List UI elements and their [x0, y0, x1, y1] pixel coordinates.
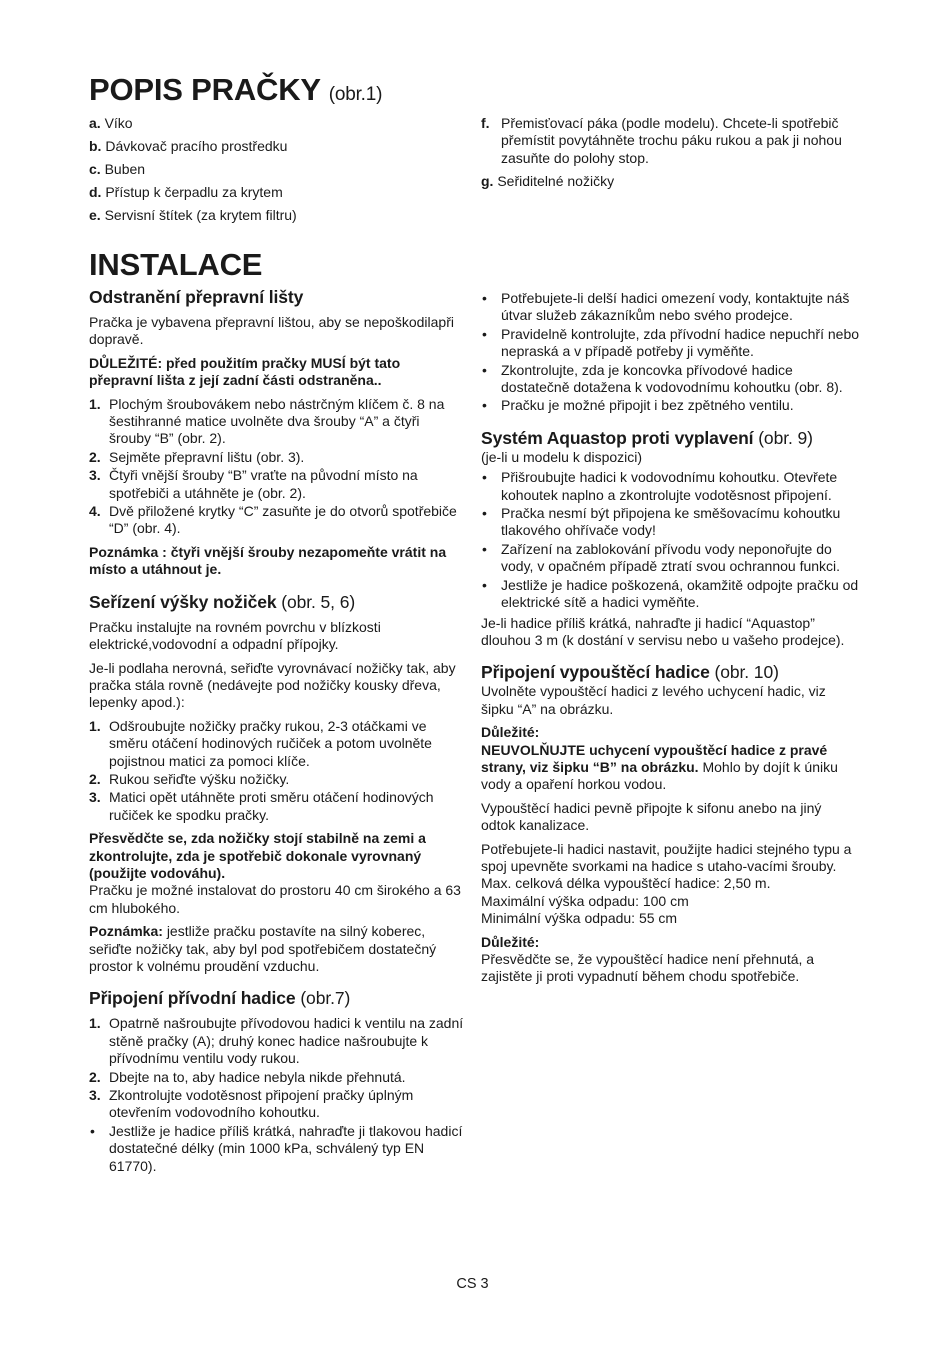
inlet-heading-ref: (obr.7) [300, 988, 351, 1009]
list-item: • Pračka nesmí být připojena ke směšovacímu kohoutku tlakového ohřívače vody! [481, 505, 859, 540]
item-text: Víko [104, 115, 133, 131]
item-text: Dávkovač pracího prostředku [105, 138, 288, 154]
step-number: 3. [89, 467, 101, 484]
list-item: • Zařízení na zablokování přívodu vody neponořujte do vody, v opačném případě ztratí svou ochrannou funkci. [481, 541, 859, 576]
list-item [481, 173, 859, 190]
list-item [89, 1069, 465, 1086]
feet-note-label: Poznámka: [89, 923, 163, 940]
step-text: Zkontrolujte vodotěsnost připojení pračky úplným otevřením vodovodního kohoutku. [109, 1087, 414, 1121]
drain-heading-ref: (obr. 10) [714, 662, 779, 683]
drain-important2-label: Důležité: [481, 933, 540, 950]
step-text: Odšroubujte nožičky pračky rukou, 2-3 otáčkami ve směru otáčení hodinových ručiček a potom uvolněte pojistnou matici za pomoci klíče. [109, 717, 432, 769]
aquastop-sub: (je-li u modelu k dispozici) [481, 448, 643, 465]
step-number: 2. [89, 448, 101, 465]
drain-p1: Uvolněte vypouštěcí hadici z levého uchycení hadic, viz šipku “A” na obrázku. [481, 683, 826, 717]
feet-steps [89, 718, 465, 824]
step-number: 4. [89, 503, 101, 520]
item-key: d. [89, 184, 102, 200]
step-text: Rukou seřiďte výšku nožičky. [109, 770, 290, 787]
item-text: Buben [104, 161, 146, 177]
list-item [89, 503, 465, 538]
list-item [89, 449, 465, 466]
right-column [481, 290, 859, 992]
drain-p3: Potřebujete-li hadici nastavit, použijte hadici stejného typu a spoj upevněte svorkami na hadice s utaho-vacími šrouby. [481, 840, 852, 874]
transport-steps [89, 396, 465, 538]
feet-note-text: jestliže pračku postavíte na silný koberec, seřiďte nožičky tak, aby byl pod spotřebičem dostatečný prostor k volnému proudění vzduchu. [89, 923, 437, 974]
list-item [89, 467, 465, 502]
list-item: • Přišroubujte hadici k vodovodnímu kohoutku. Otevřete kohoutek naplno a zkontrolujte vodotěsnost připojení. [481, 469, 859, 504]
transport-heading: Odstranění přepravní lišty [89, 287, 304, 307]
feet-heading-ref: (obr. 5, 6) [281, 591, 356, 612]
step-text: Matici opět utáhněte proti směru otáčení hodinových ručiček ke spodku pračky. [109, 789, 434, 823]
item-text: Přístup k čerpadlu za krytem [105, 184, 283, 200]
drain-heading-text: Připojení vypouštěcí hadice [481, 662, 710, 683]
list-item [89, 161, 469, 178]
feet-bold-note: Přesvědčte se, zda nožičky stojí stabilně na zemi a zkontrolujte, zda je spotřebič dokonale vyrovnaný (použijte vodováhu). [89, 830, 426, 881]
popis-list-left [89, 115, 469, 230]
item-key: g. [481, 173, 494, 190]
drain-heading [481, 661, 859, 683]
inlet-heading [89, 987, 465, 1009]
aquastop-bullets [481, 469, 859, 611]
list-item: • Pračku je možné připojit i bez zpětného ventilu. [481, 397, 859, 414]
drain-important1-text: Mohlo by dojít k úniku vody a opaření horkou vodou. [481, 758, 838, 793]
list-item [89, 1015, 465, 1067]
drain-p2: Vypouštěcí hadici pevně připojte k sifonu anebo na jiný odtok kanalizace. [481, 799, 822, 834]
drain-important1 [481, 742, 859, 794]
drain-important1-label: Důležité: [481, 724, 540, 741]
list-item [89, 207, 469, 224]
list-item [481, 115, 859, 167]
item-key: e. [89, 207, 101, 223]
step-number: 1. [89, 1015, 101, 1032]
step-number: 2. [89, 770, 101, 787]
drain-max-height: Maximální výška odpadu: 100 cm [481, 892, 689, 909]
step-number: 3. [89, 789, 101, 806]
item-text: Seřiditelné nožičky [497, 173, 615, 190]
feet-p2: Je-li podlaha nerovná, seřiďte vyrovnávací nožičky tak, aby pračka stála rovně (nedávejte pod nožičky kousky dřeva, lepenky apod.): [89, 659, 456, 711]
list-item [89, 789, 465, 824]
list-item [89, 396, 465, 448]
inlet-steps [89, 1015, 465, 1121]
step-text: Dbejte na to, aby hadice nebyla nikde přehnutá. [109, 1068, 406, 1085]
inlet-bullets-right [481, 290, 859, 415]
drain-important2-text: Přesvědčte se, že vypouštěcí hadice není přehnutá, a zajistěte ji proti vypadnutí během chodu spotřebiče. [481, 951, 815, 985]
item-key: f. [481, 115, 490, 131]
left-column [89, 286, 465, 1181]
inlet-heading-text: Připojení přívodní hadice [89, 988, 296, 1009]
step-text: Plochým šroubovákem nebo nástrčným klíčem č. 8 na šestihranné matice uvolněte dva šrouby “A” a čtyři šrouby “B” (obr. 2). [109, 395, 445, 447]
feet-heading-text: Seřízení výšky nožiček [89, 591, 277, 612]
step-text: Sejměte přepravní lištu (obr. 3). [109, 448, 305, 465]
aquastop-heading [481, 427, 859, 449]
popis-title [89, 74, 382, 105]
transport-warning: DŮLEŽITÉ: před použitím pračky MUSÍ být tato přepravní lišta z její zadní části odstraněna.. [89, 354, 401, 389]
item-text: Přemisťovací páka (podle modelu). Chcete-li spotřebič přemístit povytáhněte trochu páku rukou a pak ji nohou zasuňte do polohy stop. [501, 115, 842, 166]
popis-list-right [481, 115, 859, 196]
inlet-bullets-left [89, 1123, 465, 1175]
aquastop-after: Je-li hadice příliš krátká, nahraďte ji hadicí “Aquastop” dlouhou 3 m (k dostání v servisu nebo u vašeho prodejce). [481, 614, 845, 648]
list-item: • Jestliže je hadice příliš krátká, nahraďte ji tlakovou hadicí dostatečné délky (min 1000 kPa, schválený typ EN 61770). [89, 1123, 465, 1175]
drain-max-len: Max. celková délka vypouštěcí hadice: 2,50 m. [481, 875, 771, 892]
list-item [89, 771, 465, 788]
transport-note: Poznámka : čtyři vnější šrouby nezapomeňte vrátit na místo a utáhnout je. [89, 543, 447, 578]
list-item [89, 184, 469, 201]
step-text: Opatrně našroubujte přívodovou hadici k ventilu na zadní stěně pračky (A); druhý konec hadice našroubujte k přívodnímu ventilu vody rukou. [109, 1015, 464, 1067]
item-key: b. [89, 138, 102, 154]
feet-p1: Pračku instalujte na rovném povrchu v blízkosti elektrické,vodovodní a odpadní přípojky. [89, 618, 381, 653]
popis-title-text: POPIS PRAČKY [89, 72, 321, 107]
drain-min-height: Minimální výška odpadu: 55 cm [481, 910, 678, 927]
list-item: • Potřebujete-li delší hadici omezení vody, kontaktujte náš útvar služeb zákazníkům nebo svého prodejce. [481, 290, 859, 325]
aquastop-heading-ref: (obr. 9) [758, 427, 813, 448]
step-number: 3. [89, 1087, 101, 1104]
item-key: c. [89, 161, 101, 177]
list-item: • Jestliže je hadice poškozená, okamžitě odpojte pračku od elektrické sítě a hadici vyměňte. [481, 577, 859, 612]
list-item [89, 718, 465, 770]
page-number: CS 3 [456, 1276, 489, 1292]
aquastop-heading-text: Systém Aquastop proti vyplavení [481, 427, 754, 448]
feet-note [89, 923, 465, 975]
list-item: • Zkontrolujte, zda je koncovka přívodové hadice dostatečně dotažena k vodovodnímu kohoutku (obr. 8). [481, 362, 859, 397]
feet-space: Pračku je možné instalovat do prostoru 40 cm širokého a 63 cm hlubokého. [89, 882, 461, 916]
step-number: 1. [89, 395, 101, 412]
drain-important1-bold: NEUVOLŇUJTE uchycení vypouštěcí hadice z pravé strany, viz šipku “B” na obrázku. [481, 741, 828, 775]
list-item [89, 1087, 465, 1122]
feet-heading [89, 591, 465, 613]
step-text: Dvě přiložené krytky “C” zasuňte je do otvorů spotřebiče “D” (obr. 4). [109, 503, 457, 537]
item-key: a. [89, 115, 101, 131]
list-item: • Pravidelně kontrolujte, zda přívodní hadice nepuchří nebo nepraská a v případě potřeby ji vyměňte. [481, 326, 859, 361]
step-number: 1. [89, 717, 101, 734]
item-text: Servisní štítek (za krytem filtru) [104, 207, 297, 223]
step-number: 2. [89, 1068, 101, 1085]
transport-intro: Pračka je vybavena přepravní lištou, aby se nepoškodilapři dopravě. [89, 314, 454, 348]
instalace-title: INSTALACE [89, 247, 263, 282]
list-item [89, 115, 469, 132]
popis-title-ref: (obr.1) [328, 84, 383, 105]
step-text: Čtyři vnější šrouby “B” vraťte na původní místo na spotřebiči a utáhněte je (obr. 2). [109, 467, 418, 501]
list-item [89, 138, 469, 155]
